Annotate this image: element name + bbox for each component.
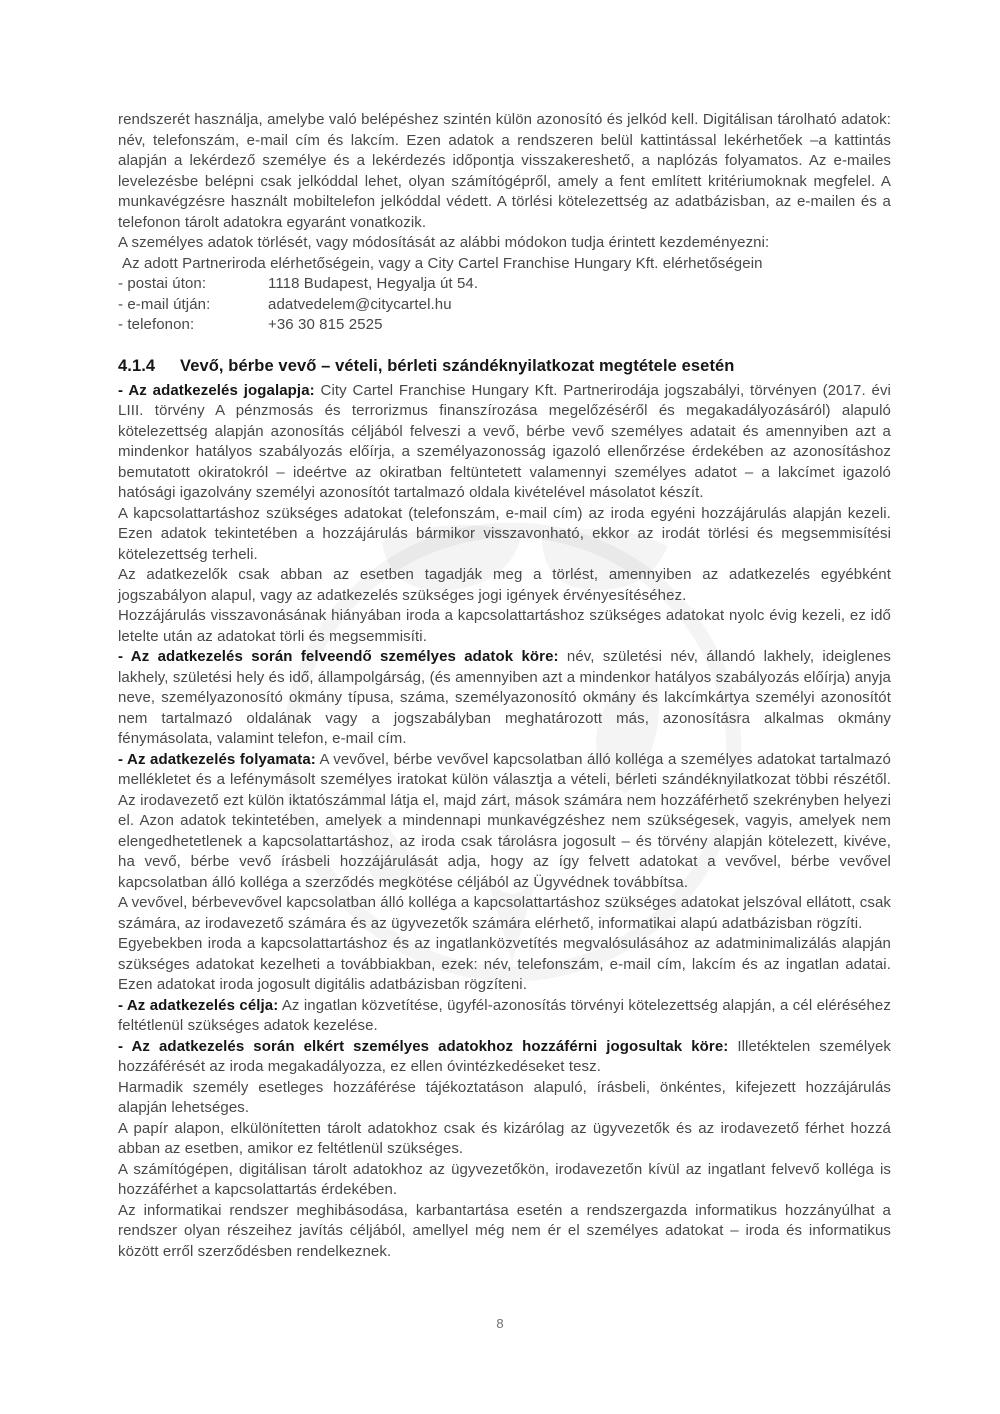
contact-value: adatvedelem@citycartel.hu [268, 295, 452, 313]
paragraph-text: Harmadik személy esetleges hozzáférése tájékoztatáson alapuló, írásbeli, önkéntes, kifejezett hozzájárulás alapján lehetséges. [118, 1078, 891, 1116]
section-paragraphs [118, 381, 891, 1263]
intro-line-initiate: A személyes adatok törlését, vagy módosítását az alábbi módokon tudja érintett kezdeményezni: [118, 234, 770, 251]
page-number: 8 [496, 1316, 504, 1331]
intro-line-office: Az adott Partneriroda elérhetőségein, vagy a City Cartel Franchise Hungary Kft. elérhetőségein [122, 254, 763, 272]
paragraph-text: A vevővel, bérbe vevővel kapcsolatban álló kolléga a személyes adatokat tartalmazó mellékletet és a lefénymásolt személyes iratokat külön választja a vételi, bérleti szándéknyilatkozat többi részétől. Az irodavezető ezt külön iktatószámmal látja el, majd zárt, mások számára nem hozzáférhető szekrényben helyezi el. Azon adatok tekintetében, amelyek a mindennapi munkavégzéshez nem szükségesek, vagyis, amelyek nem elengedhetetlenek a kapcsolattartáshoz, az iroda csak tárolásra jogosult – és törvény alapján kötelezett, kivéve, ha vevő, bérbe vevő írásbeli hozzájárulását adja, hogy az így felvett adatokat a vevővel, bérbe vevővel kapcsolatban álló kolléga a szerződés megkötése céljából az Ügyvédnek továbbítsa. [118, 750, 891, 891]
contact-row [118, 295, 891, 316]
paragraph-text: Az adatkezelők csak abban az esetben tagadják meg a törlést, amennyiben az adatkezelés egyébként jogszabályon alapul, vagy az adatkezelés szükséges jogi igények érvényesítéséhez. [118, 566, 891, 604]
paragraph-lead: - Az adatkezelés célja: [118, 996, 279, 1014]
paragraph [118, 1201, 891, 1263]
paragraph-text: City Cartel Franchise Hungary Kft. Partnerirodája jogszabályi, törvényen (2017. évi LIII. törvény A pénzmosás és terrorizmus finanszírozása megelőzéséről és megakadályozásáról) alapuló kötelezettség alapján azonosítás céljából felveszi a vevő, bérbe vevő személyes adatait és amennyiben azt a mindenkor hatályos szabályozás előírja, a személyazonosság igazoló ellenőrzése érdekében az azonosításhoz bemutatott okiratokról – ideértve az okiratban feltüntetett valamennyi személyes adatot – a lakcímet igazoló hatósági igazolvány személyi azonosítót tartalmazó oldala kivételével másolatot készít. [118, 381, 891, 501]
paragraph-text: Az ingatlan közvetítése, ügyfél-azonosítás törvényi kötelezettség alapján, a cél eléréséhez feltétlenül szükséges adatok kezelése. [118, 996, 891, 1034]
paragraph [118, 893, 891, 934]
paragraph-lead: - Az adatkezelés során elkért személyes adatokhoz hozzáférni jogosultak köre: [118, 1037, 729, 1055]
contact-label: - postai úton: [118, 275, 207, 292]
section-number: 4.1.4 [118, 356, 156, 375]
paragraph [118, 381, 891, 504]
paragraph-text: A számítógépen, digitálisan tárolt adatokhoz az ügyvezetőkön, irodavezetőn kívül az ingatlant felvevő kolléga is hozzáférhet a kapcsolattartás érdekében. [118, 1160, 891, 1198]
paragraph-text: Az informatikai rendszer meghibásodása, karbantartása esetén a rendszergazda informatikus hozzányúlhat a rendszer olyan részeihez javítás céljából, amellyel még nem ér el személyes adatokat – iroda és informatikus között erről szerződésben rendelkeznek. [118, 1201, 891, 1260]
paragraph-text: A papír alapon, elkülönítetten tárolt adatokhoz csak és kizárólag az ügyvezetők és az irodavezető férhet hozzá abban az esetben, amikor ez feltétlenül szükséges. [118, 1119, 891, 1157]
contact-label: - telefonon: [118, 316, 195, 333]
contact-row [118, 274, 891, 295]
paragraph [118, 996, 891, 1037]
section-heading [118, 354, 891, 378]
contact-value: +36 30 815 2525 [268, 316, 383, 333]
paragraph [118, 750, 891, 894]
paragraph-text: Hozzájárulás visszavonásának hiányában iroda a kapcsolattartáshoz szükséges adatokat nyolc évig kezeli, ez idő letelte után az adatokat törli és megsemmisíti. [118, 607, 891, 645]
paragraph-text: A vevővel, bérbevevővel kapcsolatban álló kolléga a kapcsolattartáshoz szükséges adatokat jelszóval ellátott, csak számára, az irodavezető számára és az ügyvezetők számára elérhető, informatikai alapú adatbázisban rögzíti. [118, 894, 891, 932]
paragraph [118, 606, 891, 647]
intro-paragraph: rendszerét használja, amelybe való belépéshez szintén külön azonosító és jelkód kell. Digitálisan tárolható adatok: név, telefonszám, e-mail cím és lakcím. Ezen adatok a rendszeren belül kattintással lekérhetőek –a kattintás alapján a lekérdező személye és a lekérdezés időpontja visszakereshető, a naplózás folyamatos. Az e-mailes levelezésbe belépni csak jelkóddal lehet, olyan számítógépről, amely a fent említett kritériumoknak megfelel. A munkavégzésre használt mobiltelefon jelkóddal védett. A törlési kötelezettség az adatbázisban, az e-mailen és a telefonon tárolt adatokra egyaránt vonatkozik. [118, 111, 891, 231]
paragraph [118, 647, 891, 750]
paragraph [118, 1078, 891, 1119]
paragraph [118, 1119, 891, 1160]
paragraph [118, 565, 891, 606]
section-title: Vevő, bérbe vevő – vételi, bérleti szándéknyilatkozat megtétele esetén [180, 356, 735, 375]
paragraph-text: név, születési név, állandó lakhely, ideiglenes lakhely, születési hely és idő, állampolgárság, (és amennyiben azt a mindenkor hatályos szabályozás előírja) anyja neve, személyazonosító okmány típusa, száma, személyazonosító okmány és lakcímkártya személyi azonosítót nem tartalmazó oldalának vagy a jogszabályban meghatározott más, azonosításra alkalmas okmány fénymásolata, valamint telefon, e-mail cím. [118, 648, 891, 747]
paragraph [118, 504, 891, 566]
contact-label: - e-mail útján: [118, 295, 211, 313]
paragraph-lead: - Az adatkezelés során felveendő személyes adatok köre: [118, 648, 559, 665]
paragraph-text: Egyebekben iroda a kapcsolattartáshoz és az ingatlanközvetítés megvalósulásához az adatminimalizálás alapján szükséges adatokat kezelheti a továbbiakban, ezek: név, telefonszám, e-mail cím, lakcím és az ingatlan adatai. Ezen adatokat iroda jogosult digitális adatbázisban rögzíteni. [118, 935, 891, 993]
paragraph-text: Illetéktelen személyek hozzáférését az iroda megakadályozza, ez ellen óvintézkedéseket tesz. [118, 1037, 891, 1075]
paragraph-lead: - Az adatkezelés folyamata: [118, 750, 316, 768]
contact-value: 1118 Budapest, Hegyalja út 54. [268, 275, 479, 292]
contact-list [118, 274, 891, 336]
paragraph-lead: - Az adatkezelés jogalapja: [118, 381, 315, 399]
paragraph [118, 1037, 891, 1078]
paragraph-text: A kapcsolattartáshoz szükséges adatokat (telefonszám, e-mail cím) az iroda egyéni hozzájárulás alapján kezeli. Ezen adatok tekintetében a hozzájárulás bármikor visszavonható, ekkor az irodát törlési és megsemmisítési kötelezettség terheli. [118, 504, 891, 563]
document-content [118, 110, 891, 1262]
paragraph [118, 934, 891, 996]
paragraph [118, 1160, 891, 1201]
contact-row [118, 315, 891, 336]
